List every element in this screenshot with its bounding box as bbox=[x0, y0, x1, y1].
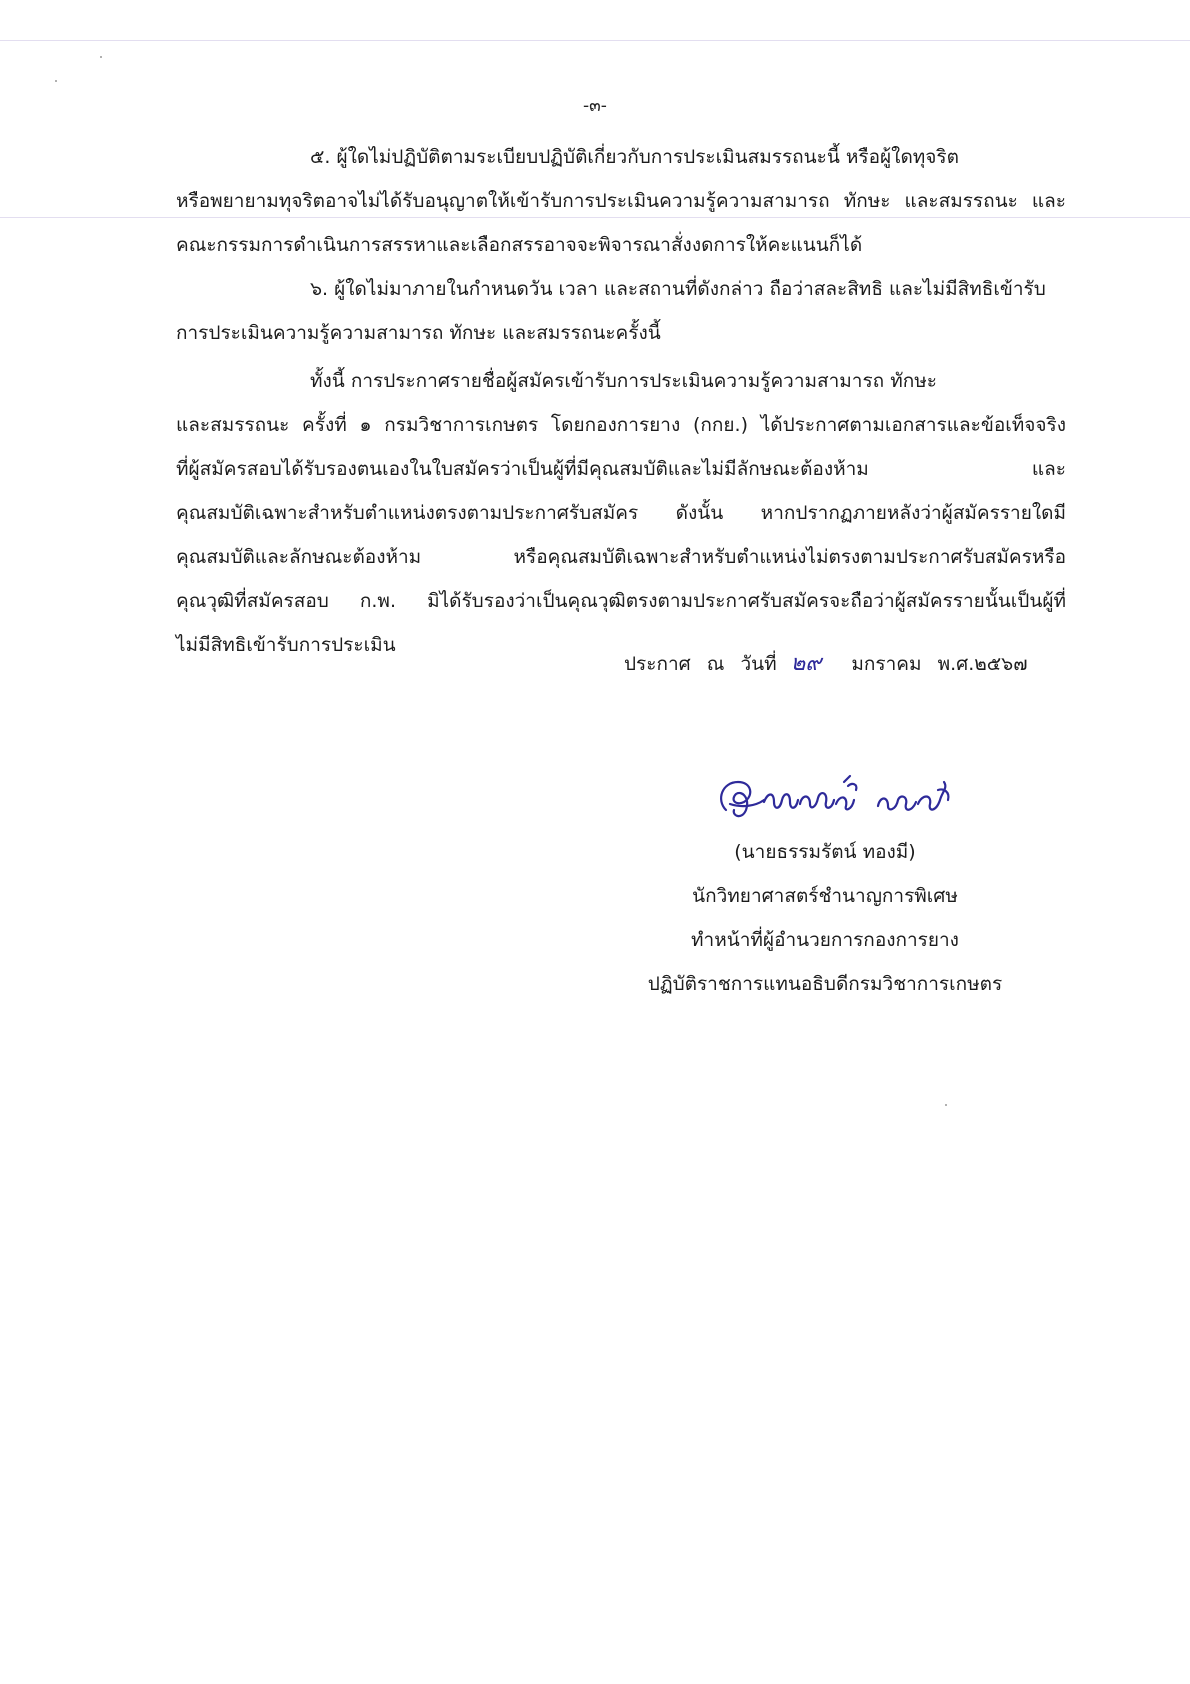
scan-line bbox=[0, 217, 1190, 218]
closing-line-1: ทั้งนี้ การประกาศรายชื่อผู้สมัครเข้ารับการประเมินความรู้ความสามารถ ทักษะ bbox=[310, 370, 937, 392]
closing-line-4: คุณสมบัติเฉพาะสำหรับตำแหน่งตรงตามประกาศรับสมัคร ดังนั้น หากปรากฏภายหลังว่าผู้สมัครรายใดมี bbox=[176, 502, 1066, 524]
clause-5-line-1: ๕. ผู้ใดไม่ปฏิบัติตามระเบียบปฏิบัติเกี่ยวกับการประเมินสมรรถนะนี้ หรือผู้ใดทุจริต bbox=[310, 146, 959, 168]
date-month: มกราคม bbox=[851, 653, 922, 675]
date-at: ณ bbox=[706, 653, 725, 675]
clause-5-line-2: หรือพยายามทุจริตอาจไม่ได้รับอนุญาตให้เข้ารับการประเมินความรู้ความสามารถ ทักษะ และสมรรถนะ และ bbox=[176, 190, 1066, 212]
signatory-position: นักวิทยาศาสตร์ชำนาญการพิเศษ bbox=[692, 885, 958, 907]
signatory-on-behalf: ปฏิบัติราชการแทนอธิบดีกรมวิชาการเกษตร bbox=[647, 973, 1003, 995]
date-year: พ.ศ.๒๕๖๗ bbox=[937, 653, 1028, 675]
closing-line-6: คุณวุฒิที่สมัครสอบ ก.พ. มิได้รับรองว่าเป็นคุณวุฒิตรงตามประกาศรับสมัครจะถือว่าผู้สมัครรายนั้นเป็นผู้ที่ bbox=[176, 590, 1066, 612]
closing-line-7: ไม่มีสิทธิเข้ารับการประเมิน bbox=[176, 634, 396, 656]
date-day-label: วันที่ bbox=[740, 653, 777, 675]
clause-6-line-1: ๖. ผู้ใดไม่มาภายในกำหนดวัน เวลา และสถานที่ดังกล่าว ถือว่าสละสิทธิ และไม่มีสิทธิเข้ารับ bbox=[310, 278, 1046, 300]
scan-line bbox=[0, 40, 1190, 41]
clause-5-line-3: คณะกรรมการดำเนินการสรรหาและเลือกสรรอาจจะพิจารณาสั่งงดการให้คะแนนก็ได้ bbox=[176, 234, 863, 256]
page-number: -๓- bbox=[583, 96, 607, 116]
scan-speck bbox=[945, 1104, 947, 1106]
handwritten-signature bbox=[712, 770, 962, 830]
scan-speck bbox=[100, 56, 102, 58]
date-prefix: ประกาศ bbox=[624, 653, 691, 675]
announcement-date bbox=[624, 652, 1028, 676]
clause-6-line-2: การประเมินความรู้ความสามารถ ทักษะ และสมรรถนะครั้งนี้ bbox=[176, 322, 661, 344]
closing-line-2: และสมรรถนะ ครั้งที่ ๑ กรมวิชาการเกษตร โดยกองการยาง (กกย.) ได้ประกาศตามเอกสารและข้อเท็จจริง bbox=[176, 414, 1066, 436]
closing-line-5: คุณสมบัติและลักษณะต้องห้าม หรือคุณสมบัติเฉพาะสำหรับตำแหน่งไม่ตรงตามประกาศรับสมัครหรือ bbox=[176, 546, 1066, 568]
signatory-name: (นายธรรมรัตน์ ทองมี) bbox=[734, 841, 916, 863]
date-day-handwritten: ๒๙ bbox=[790, 651, 822, 676]
signatory-acting: ทำหน้าที่ผู้อำนวยการกองการยาง bbox=[691, 929, 959, 951]
closing-line-3: ที่ผู้สมัครสอบได้รับรองตนเองในใบสมัครว่าเป็นผู้ที่มีคุณสมบัติและไม่มีลักษณะต้องห้าม และ bbox=[176, 458, 1066, 480]
scan-speck bbox=[55, 80, 57, 82]
